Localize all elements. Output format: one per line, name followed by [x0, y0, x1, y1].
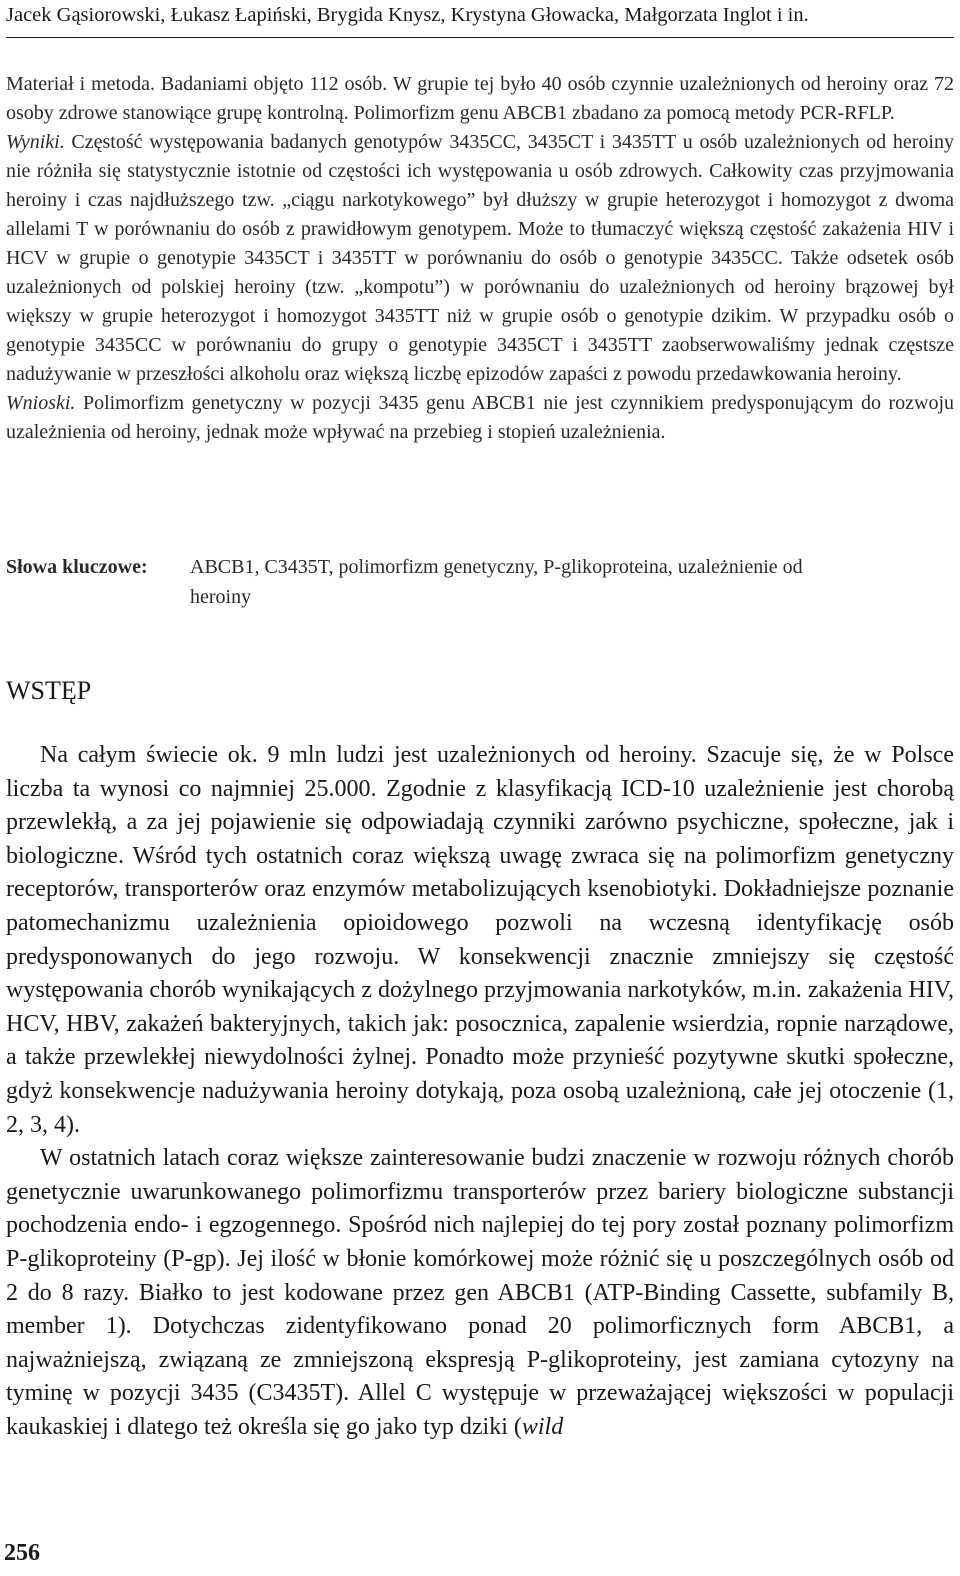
abstract: [6, 70, 954, 447]
conclusions-label: Wnioski.: [6, 392, 76, 414]
abstract-conclusions: [6, 389, 954, 447]
methods-text: Badaniami objęto 112 osób. W grupie tej było 40 osób czynnie uzależnionych od heroiny oraz 72 osoby zdrowe stanowiące grupę kontrolną. Polimorfizm genu ABCB1 zbadano za pomocą metody PCR-RFLP.: [6, 73, 954, 124]
section-title: WSTĘP: [6, 676, 92, 705]
body-italic-term: wild: [521, 1413, 564, 1440]
results-label: Wyniki.: [6, 131, 65, 153]
keywords-text: ABCB1, C3435T, polimorfizm genetyczny, P-glikoproteina, uzależnienie od heroiny: [190, 556, 803, 608]
running-header-authors: Jacek Gąsiorowski, Łukasz Łapiński, Brygida Knysz, Krystyna Głowacka, Małgorzata Inglot i in.: [6, 4, 809, 26]
page-number: 256: [4, 1540, 40, 1566]
header-rule: [6, 37, 954, 38]
abstract-results: [6, 128, 954, 389]
methods-label: Materiał i metoda.: [6, 73, 155, 95]
body-text: [6, 739, 954, 1444]
conclusions-text: Polimorfizm genetyczny w pozycji 3435 genu ABCB1 nie jest czynnikiem predysponującym do rozwoju uzależnienia od heroiny, jednak może wpływać na przebieg i stopień uzależnienia.: [6, 392, 954, 443]
body-paragraph: [6, 1142, 954, 1444]
body-paragraph-text: W ostatnich latach coraz większe zainteresowanie budzi znaczenie w rozwoju różnych chorób genetycznie uwarunkowanego polimorfizmu transporterów przez bariery biologiczne substancji pochodzenia endo- i egzogennego. Spośród nich najlepiej do tej pory został poznany polimorfizm P-glikoproteiny (P-gp). Jej ilość w błonie komórkowej może różnić się u poszczególnych osób od 2 do 8 razy. Białko to jest kodowane przez gen ABCB1 (ATP-Binding Cassette, subfamily B, member 1). Dotychczas zidentyfikowano ponad 20 polimorficznych form ABCB1, a najważniejszą, związaną ze zmniejszoną ekspresją P-glikoproteiny, jest zamiana cytozyny na tyminę w pozycji 3435 (C3435T). Allel C występuje w przeważającej większości w populacji kaukaskiej i dlatego też określa się go jako typ dziki (: [6, 1145, 954, 1440]
body-paragraph: Na całym świecie ok. 9 mln ludzi jest uzależnionych od heroiny. Szacuje się, że w Polsce liczba ta wynosi co najmniej 25.000. Zgodnie z klasyfikacją ICD-10 uzależnienie jest chorobą przewlekłą, a za jej pojawienie się odpowiadają czynniki zarówno psychiczne, społeczne, jak i biologiczne. Wśród tych ostatnich coraz większą uwagę zwraca się na polimorfizm genetyczny receptorów, transporterów oraz enzymów metabolizujących ksenobiotyki. Dokładniejsze poznanie patomechanizmu uzależnienia opioidowego pozwoli na wczesną identyfikację osób predysponowanych do jego rozwoju. W konsekwencji znacznie zmniejszy się częstość występowania chorób wynikających z dożylnego przyjmowania narkotyków, m.in. zakażenia HIV, HCV, HBV, zakażeń bakteryjnych, takich jak: posocznica, zapalenie wsierdzia, ropnie narządowe, a także przewlekłej niewydolności żylnej. Ponadto może przynieść pozytywne skutki społeczne, gdyż konsekwencje nadużywania heroiny dotykają, poza osobą uzależnioną, całe jej otoczenie (1, 2, 3, 4).: [6, 742, 954, 1138]
results-text: Częstość występowania badanych genotypów 3435CC, 3435CT i 3435TT u osób uzależnionych od heroiny nie różniła się statystycznie istotnie od częstości ich występowania u osób zdrowych. Całkowity czas przyjmowania heroiny i czas najdłuższego tzw. „ciągu narkotykowego” był dłuższy w grupie heterozygot i homozygot z dwoma allelami T w porównaniu do osób z prawidłowym genotypem. Może to tłumaczyć większą częstość zakażenia HIV i HCV w grupie o genotypie 3435CT i 3435TT w porównaniu do osób o genotypie 3435CC. Także odsetek osób uzależnionych od polskiej heroiny (tzw. „kompotu”) w porównaniu do uzależnionych od heroiny brązowej był większy w grupie heterozygot i homozygot 3435TT niż w grupie osób o genotypie dzikim. W przypadku osób o genotypie 3435CC w porównaniu do grupy o genotypie 3435CT i 3435TT zaobserwowaliśmy jednak częstsze nadużywanie w przeszłości alkoholu oraz większą liczbę epizodów zapaści z powodu przedawkowania heroiny.: [6, 131, 954, 385]
keywords-label: Słowa kluczowe:: [6, 556, 148, 578]
abstract-methods: [6, 70, 954, 128]
